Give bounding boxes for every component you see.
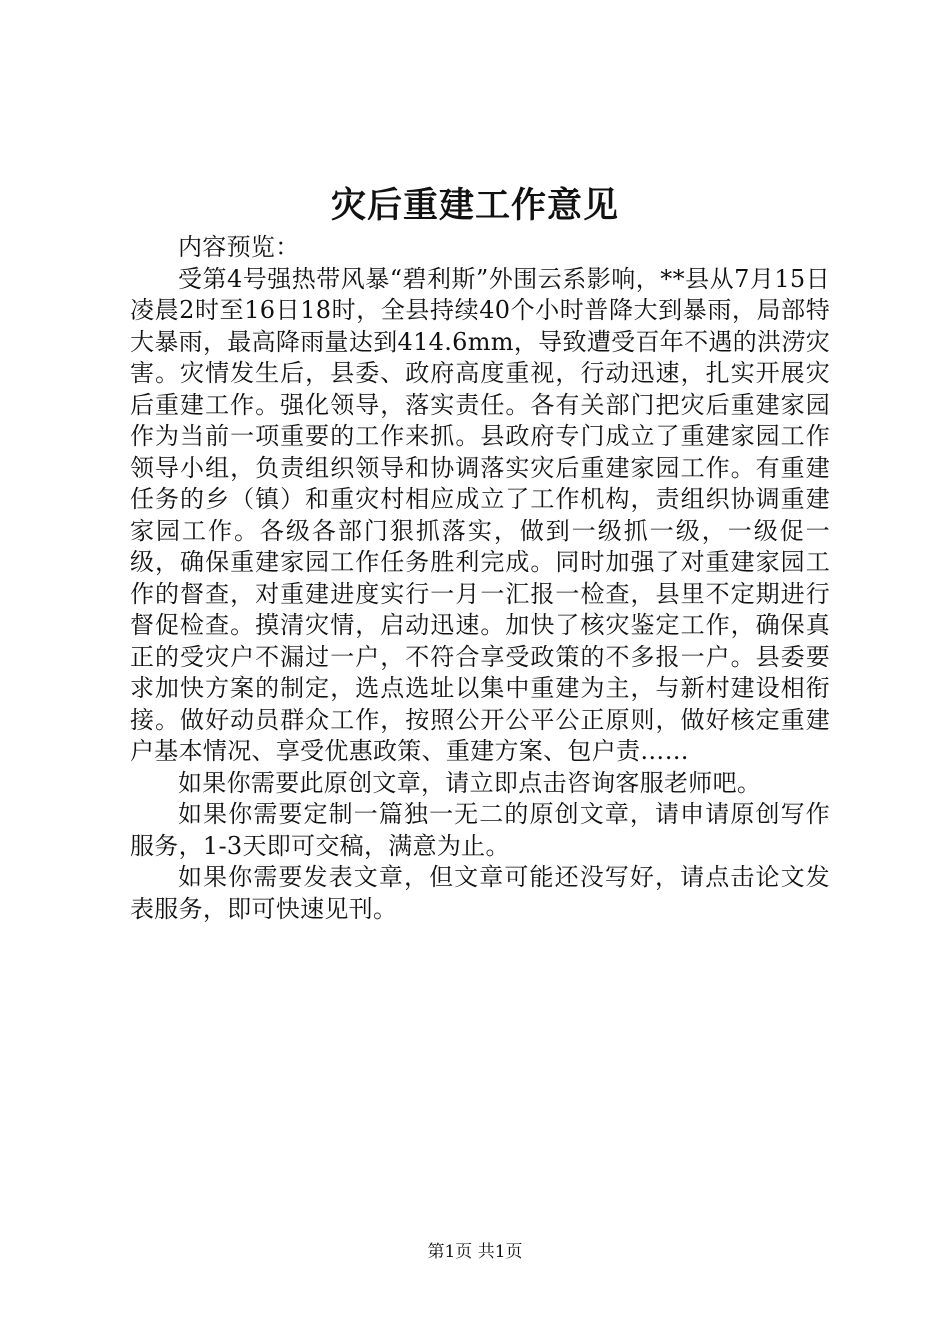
page-number-footer: 第1页 共1页 — [427, 1242, 523, 1262]
consult-paragraph: 如果你需要此原创文章，请立即点击咨询客服老师吧。 — [178, 768, 762, 797]
preview-label: 内容预览： — [178, 233, 300, 261]
publish-service-paragraph: 如果你需要发表文章，但文章可能还没写好，请点击论文发表服务，即可快速见刊。 — [130, 863, 830, 923]
custom-writing-paragraph: 如果你需要定制一篇独一无二的原创文章，请申请原创写作服务，1-3天即可交稿，满意为止。 — [130, 800, 830, 860]
document-title: 灾后重建工作意见 — [330, 185, 619, 226]
summary-paragraph: 受第4号强热带风暴“碧利斯”外围云系影响，**县从7月15日凌晨2时至16日18时，全县持续40个小时普降大到暴雨，局部特大暴雨，最高降雨量达到414.6mm，导致遭受百年不遇的洪涝灾害。灾情发生后，县委、政府高度重视，行动迅速，扎实开展灾后重建工作。强化领导，落实责任。各有关部门把灾后重建家园作为当前一项重要的工作来抓。县政府专门成立了重建家园工作领导小组，负责组织领导和协调落实灾后重建家园工作。有重建任务的乡（镇）和重灾村相应成立了工作机构，责组织协调重建家园工作。各级各部门狠抓落实，做到一级抓一级，一级促一级，确保重建家园工作任务胜利完成。同时加强了对重建家园工作的督查，对重建进度实行一月一汇报一检查，县里不定期进行督促检查。摸清灾情，启动迅速。加快了核灾鉴定工作，确保真正的受灾户不漏过一户，不符合享受政策的不多报一户。县委要求加快方案的制定，选点选址以集中重建为主，与新村建设相衔接。做好动员群众工作，按照公开公平公正原则，做好核定重建户基本情况、享受优惠政策、重建方案、包户责…… — [130, 264, 830, 765]
document-body — [130, 232, 830, 925]
